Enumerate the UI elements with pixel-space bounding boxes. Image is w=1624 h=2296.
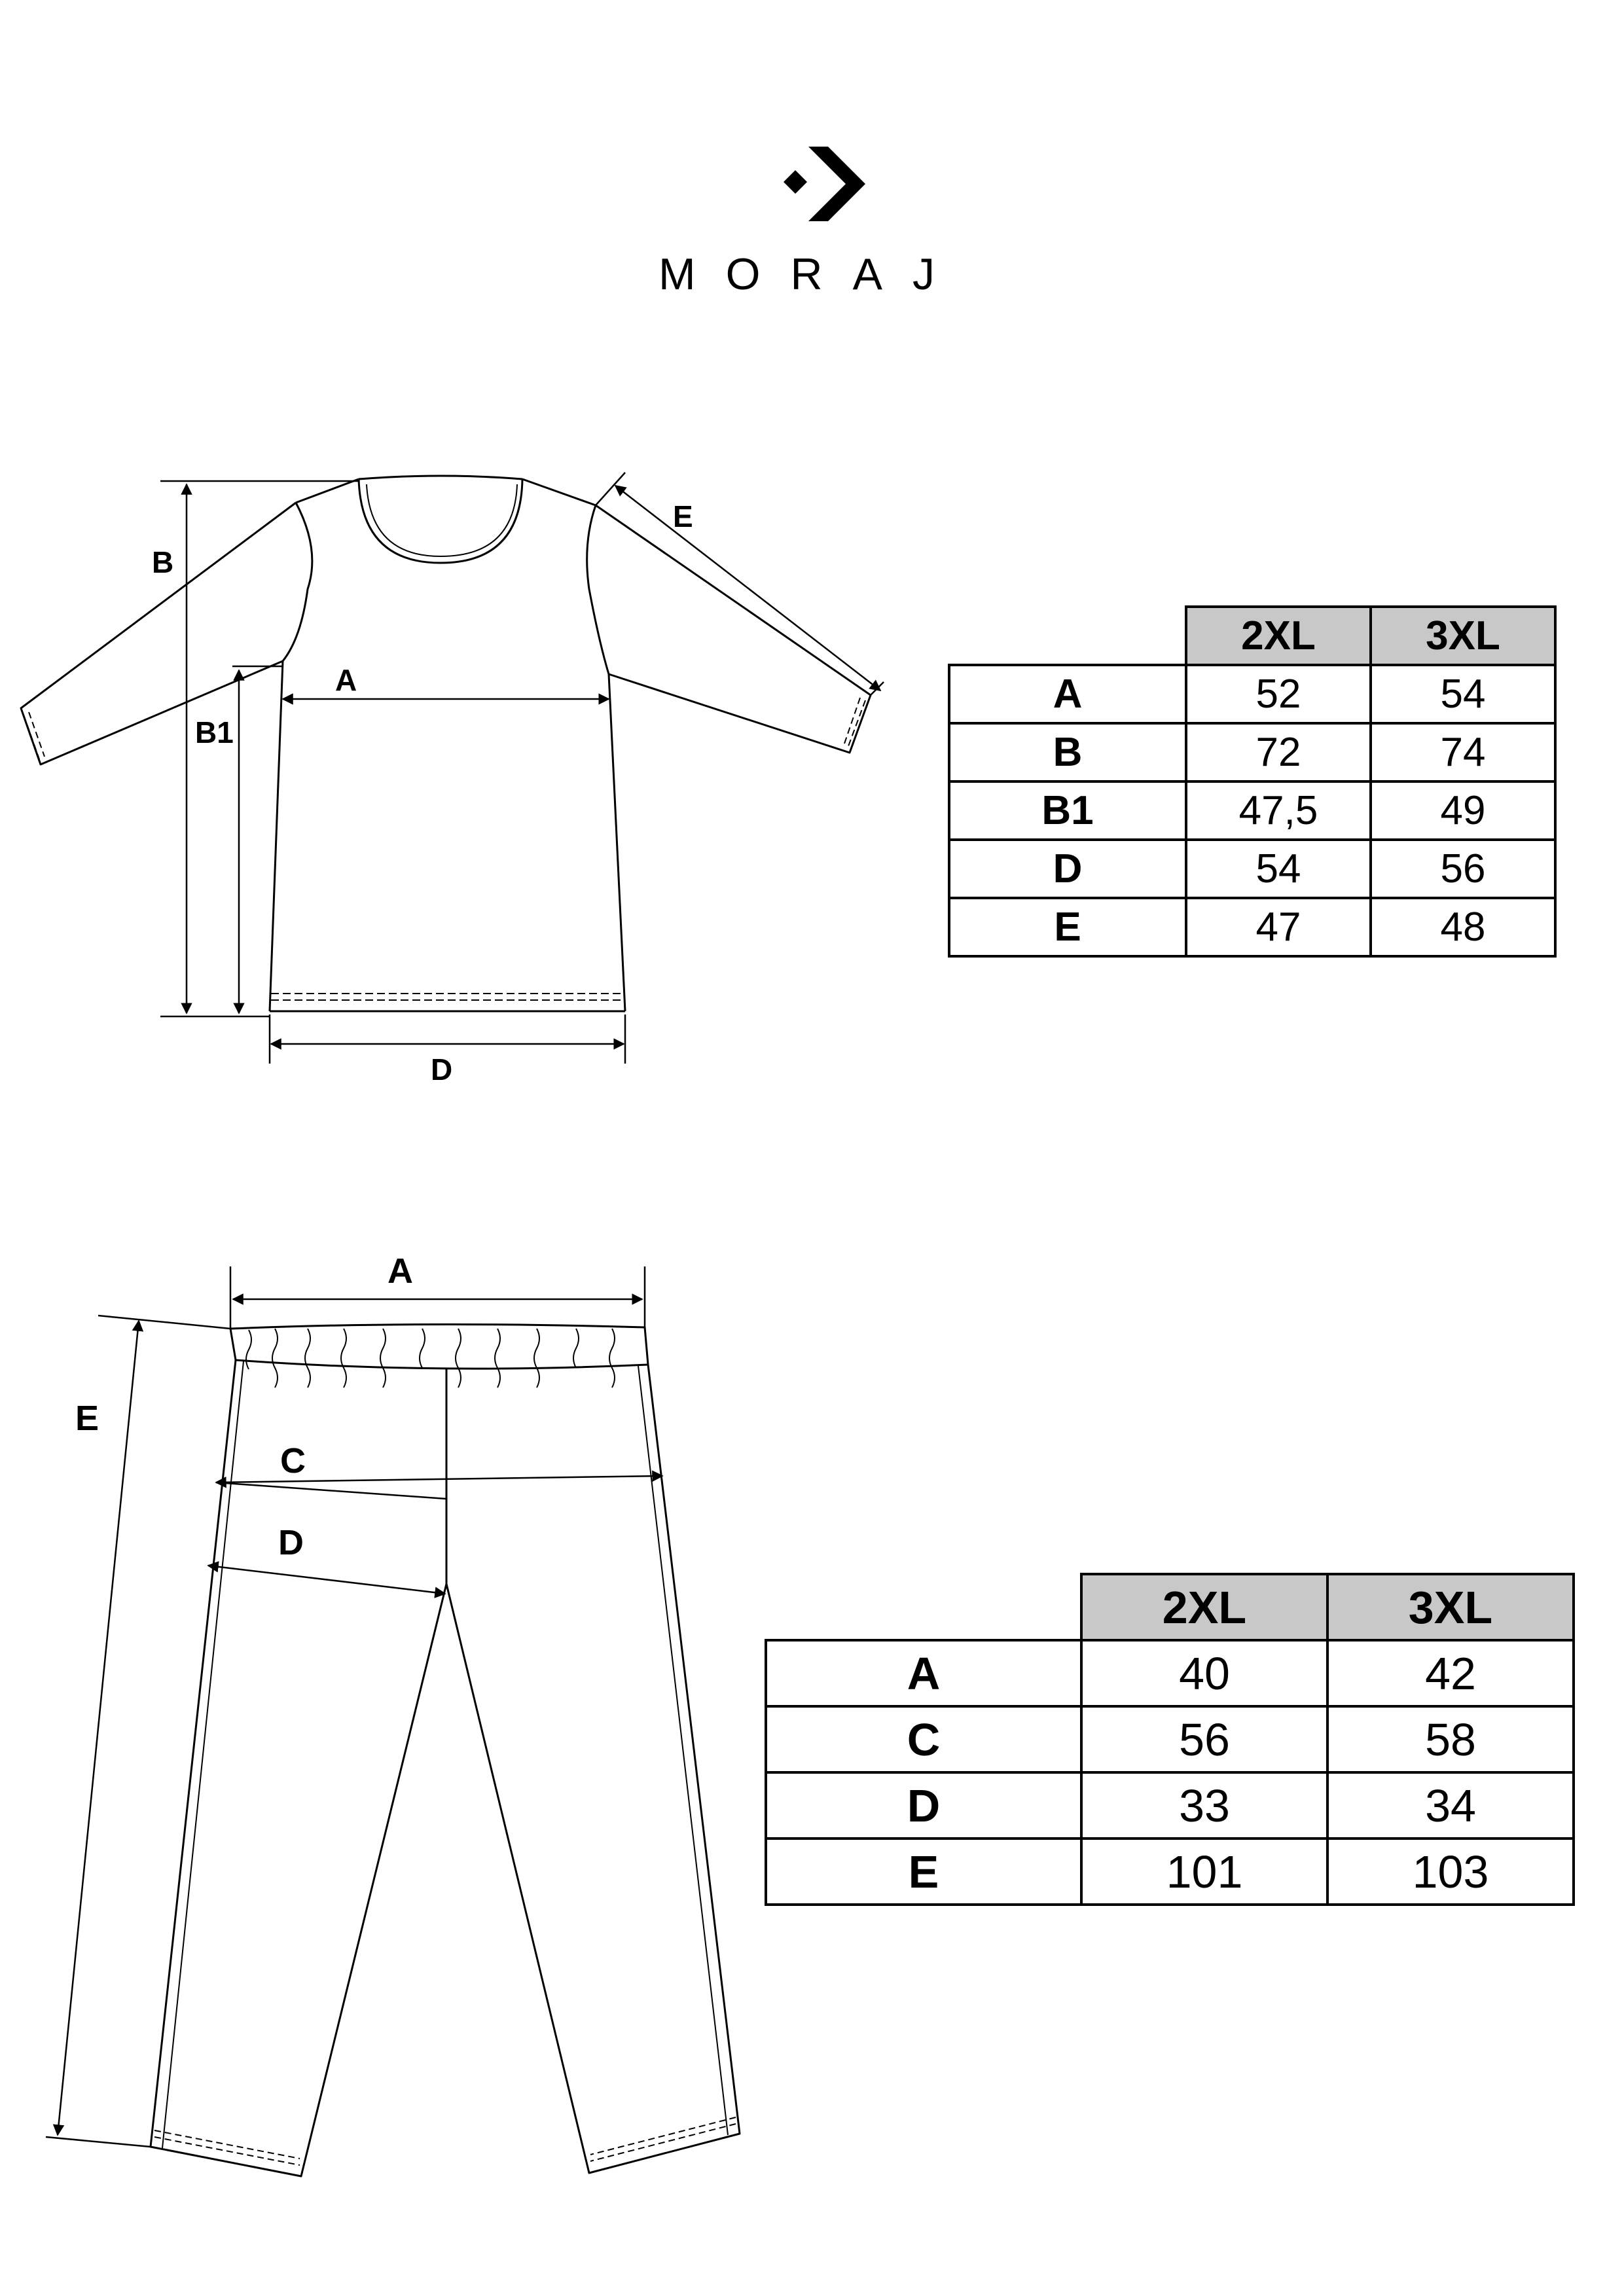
shirt-label-b1: B1 <box>195 715 234 749</box>
shirt-left-sleeve <box>21 503 296 764</box>
table-row <box>766 1706 1574 1772</box>
cell-value: 72 <box>1186 723 1371 781</box>
table-row <box>949 840 1555 898</box>
shirt-size-table <box>948 605 1557 958</box>
shirt-neckline <box>359 476 522 479</box>
table-row <box>949 781 1555 840</box>
cell-value: 34 <box>1327 1772 1574 1839</box>
table-row <box>949 723 1555 781</box>
pants-measure-d <box>208 1566 445 1594</box>
shirt-right-sleeve <box>596 505 871 753</box>
table-row <box>949 665 1555 723</box>
size-header-3xl: 3XL <box>1371 607 1555 665</box>
cell-value: 103 <box>1327 1839 1574 1905</box>
row-label: C <box>766 1706 1081 1772</box>
moraj-chevron-icon <box>776 137 874 236</box>
cell-value: 47,5 <box>1186 781 1371 840</box>
row-label: B1 <box>949 781 1186 840</box>
shirt-label-a: A <box>335 663 357 697</box>
cell-value: 74 <box>1371 723 1555 781</box>
size-header-3xl: 3XL <box>1327 1574 1574 1640</box>
row-label: D <box>766 1772 1081 1839</box>
table-corner <box>766 1574 1081 1640</box>
pants-waistband <box>230 1324 648 1369</box>
table-row <box>949 898 1555 956</box>
row-label: B <box>949 723 1186 781</box>
table-row <box>766 1772 1574 1839</box>
row-label: D <box>949 840 1186 898</box>
cell-value: 56 <box>1081 1706 1327 1772</box>
row-label: A <box>949 665 1186 723</box>
shirt-label-d: D <box>431 1052 453 1086</box>
pants-label-c: C <box>280 1441 306 1480</box>
pants-measure-e <box>58 1321 139 2135</box>
pants-label-a: A <box>388 1251 413 1291</box>
brand-name: MORAJ <box>659 249 965 299</box>
shirt-measure-e <box>615 486 880 691</box>
row-label: E <box>766 1839 1081 1905</box>
shirt-label-e: E <box>673 499 693 533</box>
size-header-2xl: 2XL <box>1081 1574 1327 1640</box>
cell-value: 49 <box>1371 781 1555 840</box>
pants-label-d: D <box>278 1523 304 1562</box>
table-header-row <box>949 607 1555 665</box>
cell-value: 54 <box>1186 840 1371 898</box>
table-corner <box>949 607 1186 665</box>
cell-value: 52 <box>1186 665 1371 723</box>
table-header-row <box>766 1574 1574 1640</box>
pants-label-e: E <box>75 1399 99 1438</box>
pants-right-leg <box>446 1365 740 2173</box>
cell-value: 40 <box>1081 1640 1327 1706</box>
cell-value: 56 <box>1371 840 1555 898</box>
cell-value: 48 <box>1371 898 1555 956</box>
cell-value: 58 <box>1327 1706 1574 1772</box>
pants-left-leg <box>151 1360 446 2176</box>
pants-diagram <box>0 1211 785 2193</box>
pants-size-table <box>765 1573 1575 1906</box>
table-row <box>766 1839 1574 1905</box>
row-label: E <box>949 898 1186 956</box>
cell-value: 101 <box>1081 1839 1327 1905</box>
cell-value: 54 <box>1371 665 1555 723</box>
shirt-diagram <box>0 432 916 1126</box>
cell-value: 47 <box>1186 898 1371 956</box>
table-row <box>766 1640 1574 1706</box>
size-header-2xl: 2XL <box>1186 607 1371 665</box>
cell-value: 33 <box>1081 1772 1327 1839</box>
row-label: A <box>766 1640 1081 1706</box>
cell-value: 42 <box>1327 1640 1574 1706</box>
shirt-label-b: B <box>152 545 174 579</box>
